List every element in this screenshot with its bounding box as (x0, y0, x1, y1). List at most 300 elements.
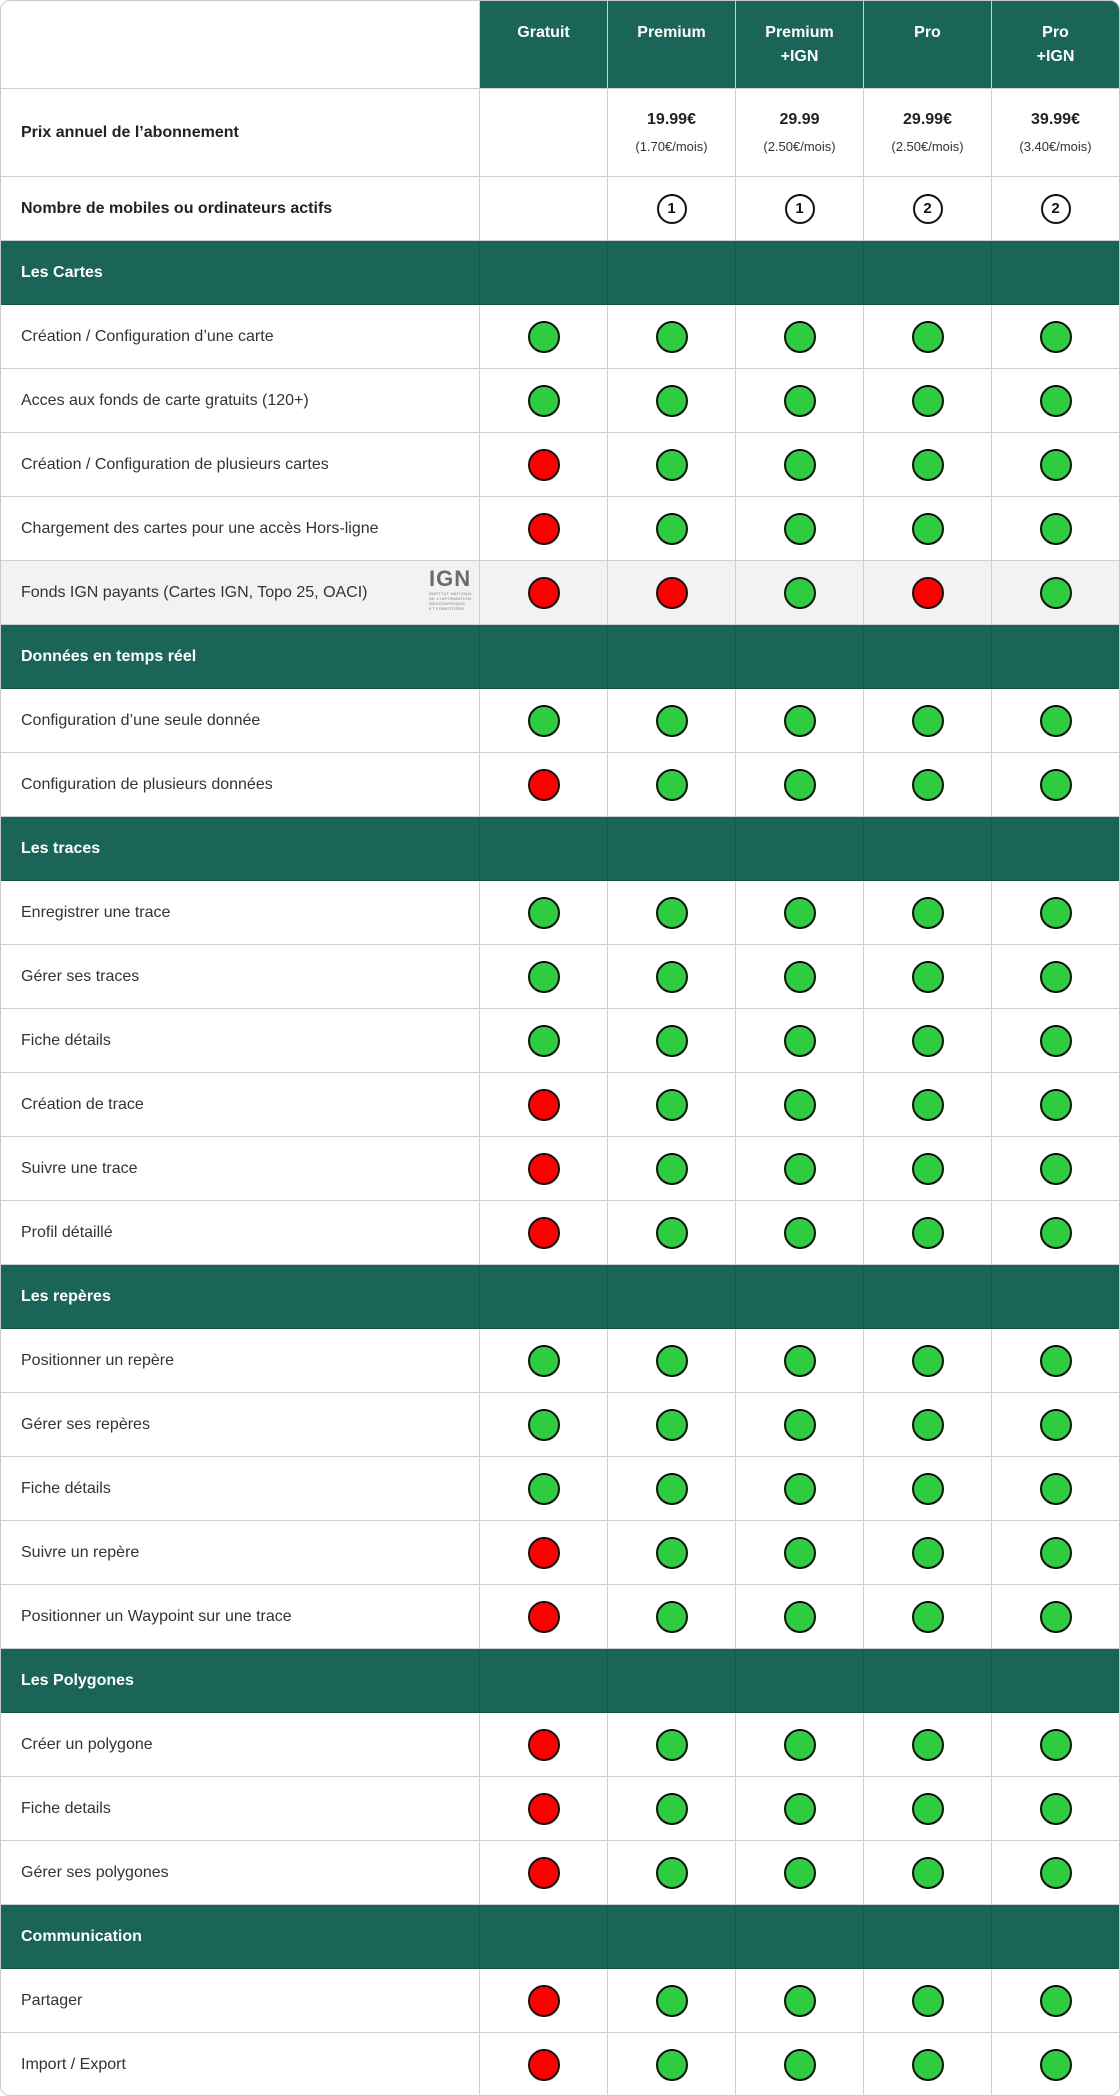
feature-value-cell (864, 1969, 992, 2032)
feature-row (1, 1713, 1119, 1777)
included-indicator-icon (912, 961, 944, 993)
feature-row (1, 1457, 1119, 1521)
devices-row (1, 177, 1119, 241)
feature-label-cell (1, 1521, 480, 1584)
included-indicator-icon (912, 1217, 944, 1249)
feature-label-cell (1, 1841, 480, 1904)
included-indicator-icon (656, 1025, 688, 1057)
feature-value-cell (992, 945, 1119, 1008)
devices-cell (608, 177, 736, 240)
included-indicator-icon (912, 897, 944, 929)
feature-value-cell (736, 305, 864, 368)
included-indicator-icon (1040, 897, 1072, 929)
section-filler-cell (864, 1265, 992, 1328)
feature-label: Créer un polygone (21, 1735, 153, 1753)
feature-value-cell (608, 497, 736, 560)
section-filler-cell (608, 1265, 736, 1328)
feature-label-cell (1, 433, 480, 496)
price-row (1, 89, 1119, 177)
included-indicator-icon (1040, 1089, 1072, 1121)
feature-value-cell (480, 753, 608, 816)
included-indicator-icon (528, 897, 560, 929)
section-filler-cell (864, 1649, 992, 1712)
section-title: Les repères (1, 1265, 480, 1328)
feature-label: Fiche détails (21, 1479, 111, 1497)
feature-label: Positionner un repère (21, 1351, 174, 1369)
section-header-les-cartes (1, 241, 1119, 305)
feature-value-cell (864, 753, 992, 816)
excluded-indicator-icon (528, 1857, 560, 1889)
feature-value-cell (736, 1841, 864, 1904)
feature-label-cell (1, 1969, 480, 2032)
feature-value-cell (480, 1201, 608, 1264)
included-indicator-icon (784, 2049, 816, 2081)
feature-value-cell (864, 433, 992, 496)
included-indicator-icon (784, 577, 816, 609)
feature-value-cell (992, 1457, 1119, 1520)
included-indicator-icon (784, 1153, 816, 1185)
included-indicator-icon (528, 961, 560, 993)
devices-cell (992, 177, 1119, 240)
included-indicator-icon (912, 2049, 944, 2081)
feature-value-cell (608, 1713, 736, 1776)
feature-label-cell (1, 1329, 480, 1392)
feature-label: Création / Configuration d’une carte (21, 327, 274, 345)
feature-value-cell (992, 1969, 1119, 2032)
excluded-indicator-icon (528, 1601, 560, 1633)
feature-row (1, 1777, 1119, 1841)
included-indicator-icon (912, 1089, 944, 1121)
feature-value-cell (864, 1457, 992, 1520)
included-indicator-icon (1040, 1985, 1072, 2017)
feature-value-cell (864, 945, 992, 1008)
feature-value-cell (736, 369, 864, 432)
feature-label-cell (1, 1457, 480, 1520)
feature-value-cell (480, 1585, 608, 1648)
devices-cell (864, 177, 992, 240)
excluded-indicator-icon (528, 577, 560, 609)
feature-value-cell (608, 305, 736, 368)
feature-value-cell (864, 1841, 992, 1904)
feature-value-cell (736, 881, 864, 944)
excluded-indicator-icon (528, 1537, 560, 1569)
included-indicator-icon (1040, 961, 1072, 993)
included-indicator-icon (912, 1473, 944, 1505)
included-indicator-icon (784, 1601, 816, 1633)
feature-value-cell (736, 433, 864, 496)
feature-value-cell (736, 1073, 864, 1136)
feature-value-cell (608, 1009, 736, 1072)
included-indicator-icon (1040, 1217, 1072, 1249)
included-indicator-icon (1040, 769, 1072, 801)
included-indicator-icon (784, 321, 816, 353)
included-indicator-icon (1040, 577, 1072, 609)
section-filler-cell (992, 241, 1119, 304)
feature-value-cell (864, 1137, 992, 1200)
feature-sections (1, 241, 1119, 2096)
device-count-badge: 2 (913, 194, 943, 224)
section-filler-cell (608, 625, 736, 688)
price-value: 39.99€ (1031, 111, 1080, 128)
included-indicator-icon (1040, 513, 1072, 545)
feature-value-cell (480, 1457, 608, 1520)
included-indicator-icon (912, 1601, 944, 1633)
ign-logo (429, 567, 475, 619)
included-indicator-icon (1040, 1409, 1072, 1441)
feature-label: Gérer ses repères (21, 1415, 150, 1433)
included-indicator-icon (784, 513, 816, 545)
section-filler-cell (480, 817, 608, 880)
feature-label-cell (1, 1073, 480, 1136)
included-indicator-icon (1040, 1601, 1072, 1633)
section-filler-cell (736, 1649, 864, 1712)
feature-row (1, 369, 1119, 433)
section-header-les-polygones (1, 1649, 1119, 1713)
feature-value-cell (608, 1969, 736, 2032)
section-filler-cell (736, 625, 864, 688)
included-indicator-icon (784, 1089, 816, 1121)
feature-value-cell (608, 689, 736, 752)
plan-name: Premium (637, 24, 706, 41)
included-indicator-icon (912, 1857, 944, 1889)
device-count-badge: 1 (785, 194, 815, 224)
section-filler-cell (992, 1905, 1119, 1968)
included-indicator-icon (528, 705, 560, 737)
excluded-indicator-icon (528, 1729, 560, 1761)
price-cell (608, 89, 736, 176)
included-indicator-icon (912, 449, 944, 481)
plan-header-premium-ign (736, 1, 864, 88)
feature-value-cell (608, 561, 736, 624)
feature-row (1, 1969, 1119, 2033)
feature-row (1, 753, 1119, 817)
feature-value-cell (480, 881, 608, 944)
included-indicator-icon (784, 1857, 816, 1889)
included-indicator-icon (1040, 1345, 1072, 1377)
feature-value-cell (864, 1777, 992, 1840)
feature-value-cell (992, 1713, 1119, 1776)
included-indicator-icon (656, 705, 688, 737)
section-title: Les Polygones (1, 1649, 480, 1712)
feature-value-cell (992, 369, 1119, 432)
ign-logo-line: INSTITUT NATIONAL (429, 591, 473, 596)
feature-value-cell (608, 1777, 736, 1840)
included-indicator-icon (912, 1537, 944, 1569)
feature-value-cell (608, 369, 736, 432)
feature-row (1, 497, 1119, 561)
plan-header-pro (864, 1, 992, 88)
included-indicator-icon (912, 321, 944, 353)
feature-value-cell (864, 1329, 992, 1392)
included-indicator-icon (1040, 1729, 1072, 1761)
included-indicator-icon (784, 1409, 816, 1441)
plan-header-premium (608, 1, 736, 88)
included-indicator-icon (784, 1473, 816, 1505)
included-indicator-icon (528, 1409, 560, 1441)
feature-value-cell (992, 689, 1119, 752)
feature-value-cell (480, 561, 608, 624)
feature-value-cell (736, 2033, 864, 2096)
feature-value-cell (864, 1009, 992, 1072)
included-indicator-icon (784, 385, 816, 417)
feature-value-cell (992, 1841, 1119, 1904)
excluded-indicator-icon (528, 769, 560, 801)
feature-value-cell (480, 1777, 608, 1840)
feature-value-cell (608, 753, 736, 816)
included-indicator-icon (656, 1153, 688, 1185)
included-indicator-icon (1040, 385, 1072, 417)
devices-row-label: Nombre de mobiles ou ordinateurs actifs (1, 177, 480, 240)
included-indicator-icon (912, 513, 944, 545)
feature-label: Fiche détails (21, 1031, 111, 1049)
feature-row (1, 1329, 1119, 1393)
feature-value-cell (480, 1841, 608, 1904)
section-header-donnees-en-temps-reel (1, 625, 1119, 689)
feature-value-cell (608, 1457, 736, 1520)
included-indicator-icon (656, 897, 688, 929)
feature-value-cell (736, 1521, 864, 1584)
feature-row (1, 433, 1119, 497)
plan-header-pro-ign (992, 1, 1119, 88)
included-indicator-icon (1040, 1793, 1072, 1825)
feature-label: Gérer ses polygones (21, 1863, 169, 1881)
header-empty-cell (1, 1, 480, 88)
feature-value-cell (608, 1393, 736, 1456)
excluded-indicator-icon (528, 449, 560, 481)
feature-label: Import / Export (21, 2056, 126, 2073)
feature-row (1, 881, 1119, 945)
included-indicator-icon (912, 1345, 944, 1377)
feature-label: Configuration de plusieurs données (21, 775, 273, 793)
feature-value-cell (736, 1009, 864, 1072)
feature-label-cell (1, 753, 480, 816)
included-indicator-icon (1040, 1473, 1072, 1505)
price-value: 29.99 (779, 111, 820, 128)
feature-value-cell (736, 1457, 864, 1520)
feature-value-cell (736, 945, 864, 1008)
included-indicator-icon (656, 769, 688, 801)
device-count-badge: 2 (1041, 194, 1071, 224)
section-filler-cell (608, 1649, 736, 1712)
feature-label-cell (1, 945, 480, 1008)
feature-value-cell (480, 1009, 608, 1072)
excluded-indicator-icon (912, 577, 944, 609)
feature-value-cell (864, 369, 992, 432)
feature-value-cell (992, 2033, 1119, 2096)
feature-value-cell (736, 1713, 864, 1776)
feature-value-cell (608, 1585, 736, 1648)
feature-label-cell (1, 497, 480, 560)
feature-row (1, 561, 1119, 625)
price-cell (736, 89, 864, 176)
feature-value-cell (864, 1521, 992, 1584)
section-header-les-traces (1, 817, 1119, 881)
section-filler-cell (992, 1649, 1119, 1712)
feature-value-cell (864, 561, 992, 624)
section-filler-cell (480, 241, 608, 304)
included-indicator-icon (656, 321, 688, 353)
included-indicator-icon (784, 1025, 816, 1057)
price-monthly: (2.50€/mois) (763, 139, 836, 154)
feature-value-cell (608, 1073, 736, 1136)
excluded-indicator-icon (528, 1985, 560, 2017)
devices-cell (480, 177, 608, 240)
feature-row (1, 945, 1119, 1009)
section-filler-cell (736, 1905, 864, 1968)
feature-value-cell (480, 1393, 608, 1456)
feature-value-cell (992, 433, 1119, 496)
plan-name: Pro +IGN (1036, 24, 1075, 65)
feature-value-cell (736, 1393, 864, 1456)
ign-logo-line: ET FORESTIÈRE (429, 606, 465, 611)
feature-value-cell (864, 1073, 992, 1136)
feature-value-cell (608, 881, 736, 944)
feature-value-cell (864, 689, 992, 752)
section-filler-cell (480, 1905, 608, 1968)
included-indicator-icon (656, 1473, 688, 1505)
feature-value-cell (736, 1329, 864, 1392)
feature-value-cell (608, 1841, 736, 1904)
feature-value-cell (480, 1713, 608, 1776)
feature-label-cell (1, 1137, 480, 1200)
included-indicator-icon (1040, 1537, 1072, 1569)
included-indicator-icon (912, 769, 944, 801)
plan-name: Premium +IGN (765, 24, 834, 65)
feature-row (1, 689, 1119, 753)
feature-value-cell (736, 689, 864, 752)
included-indicator-icon (912, 1985, 944, 2017)
included-indicator-icon (656, 1857, 688, 1889)
feature-value-cell (480, 1137, 608, 1200)
included-indicator-icon (1040, 321, 1072, 353)
price-monthly: (2.50€/mois) (891, 139, 964, 154)
section-title: Données en temps réel (1, 625, 480, 688)
feature-value-cell (992, 1009, 1119, 1072)
feature-value-cell (480, 369, 608, 432)
section-header-communication (1, 1905, 1119, 1969)
feature-value-cell (864, 1585, 992, 1648)
feature-row (1, 1841, 1119, 1905)
price-cell (992, 89, 1119, 176)
feature-value-cell (864, 881, 992, 944)
section-filler-cell (992, 625, 1119, 688)
feature-label-cell (1, 369, 480, 432)
feature-value-cell (992, 1393, 1119, 1456)
section-filler-cell (480, 625, 608, 688)
ign-logo-line: GÉOGRAPHIQUE (429, 601, 466, 606)
included-indicator-icon (1040, 449, 1072, 481)
feature-label: Profil détaillé (21, 1223, 113, 1241)
price-value: 19.99€ (647, 111, 696, 128)
included-indicator-icon (784, 1345, 816, 1377)
feature-value-cell (992, 1137, 1119, 1200)
feature-row (1, 1009, 1119, 1073)
excluded-indicator-icon (528, 1217, 560, 1249)
feature-value-cell (480, 1073, 608, 1136)
feature-label: Enregistrer une trace (21, 903, 171, 921)
feature-value-cell (736, 1585, 864, 1648)
feature-row (1, 1073, 1119, 1137)
feature-value-cell (992, 1777, 1119, 1840)
section-filler-cell (736, 241, 864, 304)
included-indicator-icon (912, 1409, 944, 1441)
included-indicator-icon (784, 1793, 816, 1825)
section-filler-cell (864, 817, 992, 880)
feature-label-cell (1, 1009, 480, 1072)
feature-value-cell (992, 1585, 1119, 1648)
included-indicator-icon (656, 1409, 688, 1441)
feature-label-cell (1, 2033, 480, 2096)
price-monthly: (1.70€/mois) (635, 139, 708, 154)
feature-label-cell (1, 1777, 480, 1840)
feature-label-cell (1, 1713, 480, 1776)
feature-value-cell (480, 305, 608, 368)
included-indicator-icon (912, 705, 944, 737)
section-title: Communication (1, 1905, 480, 1968)
feature-label: Positionner un Waypoint sur une trace (21, 1607, 292, 1625)
feature-label: Suivre un repère (21, 1543, 140, 1561)
feature-value-cell (480, 1969, 608, 2032)
included-indicator-icon (912, 1793, 944, 1825)
feature-value-cell (736, 1201, 864, 1264)
included-indicator-icon (656, 1729, 688, 1761)
feature-label-cell (1, 305, 480, 368)
plan-header-row (1, 1, 1119, 89)
included-indicator-icon (528, 321, 560, 353)
included-indicator-icon (656, 961, 688, 993)
feature-value-cell (736, 753, 864, 816)
included-indicator-icon (912, 1025, 944, 1057)
included-indicator-icon (656, 1793, 688, 1825)
feature-value-cell (864, 497, 992, 560)
section-filler-cell (864, 241, 992, 304)
feature-label-cell (1, 881, 480, 944)
excluded-indicator-icon (528, 1153, 560, 1185)
devices-cell (736, 177, 864, 240)
excluded-indicator-icon (528, 1793, 560, 1825)
included-indicator-icon (528, 385, 560, 417)
feature-value-cell (480, 497, 608, 560)
excluded-indicator-icon (528, 513, 560, 545)
feature-value-cell (480, 433, 608, 496)
feature-value-cell (736, 1777, 864, 1840)
feature-label: Chargement des cartes pour une accès Hors-ligne (21, 519, 379, 537)
feature-value-cell (992, 881, 1119, 944)
feature-label: Fonds IGN payants (Cartes IGN, Topo 25, OACI) (21, 583, 368, 601)
feature-value-cell (992, 497, 1119, 560)
feature-value-cell (992, 1329, 1119, 1392)
section-filler-cell (736, 817, 864, 880)
section-filler-cell (480, 1265, 608, 1328)
excluded-indicator-icon (528, 1089, 560, 1121)
feature-value-cell (992, 1521, 1119, 1584)
section-filler-cell (608, 241, 736, 304)
feature-value-cell (864, 305, 992, 368)
feature-value-cell (480, 1329, 608, 1392)
section-header-les-reperes (1, 1265, 1119, 1329)
section-title: Les traces (1, 817, 480, 880)
feature-value-cell (608, 433, 736, 496)
feature-label: Acces aux fonds de carte gratuits (120+) (21, 391, 309, 409)
feature-value-cell (480, 689, 608, 752)
section-title: Les Cartes (1, 241, 480, 304)
section-filler-cell (992, 1265, 1119, 1328)
feature-value-cell (992, 753, 1119, 816)
included-indicator-icon (1040, 2049, 1072, 2081)
price-cell (864, 89, 992, 176)
feature-label: Configuration d’une seule donnée (21, 711, 261, 729)
feature-value-cell (864, 1713, 992, 1776)
